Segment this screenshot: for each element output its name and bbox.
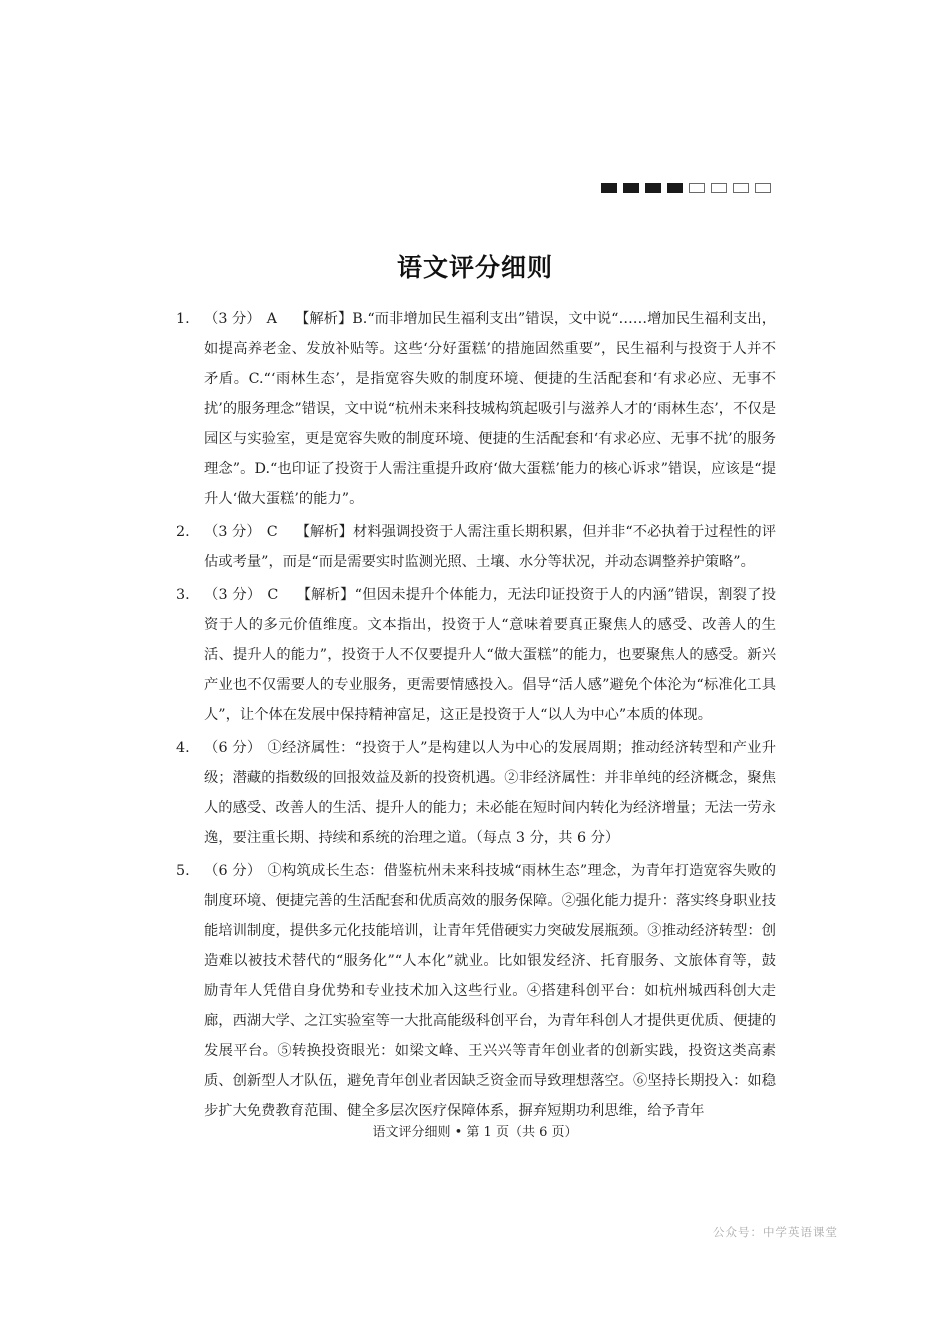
progress-box-empty bbox=[733, 183, 749, 193]
progress-box-filled bbox=[645, 183, 661, 193]
item-number: 5. bbox=[176, 863, 190, 879]
progress-box-filled bbox=[601, 183, 617, 193]
item-text bbox=[204, 304, 776, 514]
item-score: （6 分） bbox=[204, 863, 262, 879]
item-answer: C bbox=[267, 587, 279, 603]
answer-item-1 bbox=[176, 304, 776, 514]
item-score: （3 分） bbox=[204, 587, 262, 603]
item-explanation: ①构筑成长生态：借鉴杭州未来科技城“雨林生态”理念，为青年打造宽容失败的制度环境、便捷完善的生活配套和优质高效的服务保障。②强化能力提升：落实终身职业技能培训制度，提供多元化技能培训，让青年凭借硬实力突破发展瓶颈。③推动经济转型：创造难以被技术替代的“服务化”“人本化”就业。比如银发经济、托育服务、文旅体育等，鼓励青年人凭借自身优势和专业技术加入这些行业。④搭建科创平台：如杭州城西科创大走廊，西湖大学、之江实验室等一大批高能级科创平台，为青年科创人才提供更优质、便捷的发展平台。⑤转换投资眼光：如梁文峰、王兴兴等青年创业者的创新实践，投资这类高素质、创新型人才队伍，避免青年创业者因缺乏资金而导致理想落空。⑥坚持长期投入：如稳步扩大免费教育范围、健全多层次医疗保障体系，摒弃短期功利思维，给予青年 bbox=[204, 863, 776, 1119]
watermark: 公众号：中学英语课堂 bbox=[713, 1225, 838, 1239]
page-footer: 语文评分细则 • 第 1 页（共 6 页） bbox=[372, 1125, 578, 1140]
item-text bbox=[204, 580, 776, 730]
item-score: （3 分） bbox=[204, 311, 261, 327]
progress-box-filled bbox=[667, 183, 683, 193]
progress-box-empty bbox=[755, 183, 771, 193]
item-answer: C bbox=[266, 524, 278, 540]
item-score: （3 分） bbox=[204, 524, 261, 540]
item-number: 4. bbox=[176, 740, 190, 756]
item-text bbox=[204, 856, 776, 1126]
answer-item-2 bbox=[176, 517, 776, 577]
progress-box-empty bbox=[689, 183, 705, 193]
answer-item-4 bbox=[176, 733, 776, 853]
item-number: 2. bbox=[176, 524, 190, 540]
item-answer: A bbox=[266, 311, 277, 327]
item-explanation: 【解析】B.“而非增加民生福利支出”错误，文中说“……增加民生福利支出，如提高养老金、发放补贴等。这些‘分好蛋糕’的措施固然重要”，民生福利与投资于人并不矛盾。C.“‘雨林生态’，是指宽容失败的制度环境、便捷的生活配套和‘有求必应、无事不扰’的服务理念”错误，文中说“杭州未来科技城构筑起吸引与滋养人才的‘雨林生态’，不仅是园区与实验室，更是宽容失败的制度环境、便捷的生活配套和‘有求必应、无事不扰’的服务理念”。D.“也印证了投资于人需注重提升政府‘做大蛋糕’能力的核心诉求”错误，应该是“提升人‘做大蛋糕’的能力”。 bbox=[204, 311, 776, 507]
progress-box-filled bbox=[623, 183, 639, 193]
item-number: 3. bbox=[176, 587, 190, 603]
item-explanation: ①经济属性：“投资于人”是构建以人为中心的发展周期；推动经济转型和产业升级；潜藏的指数级的回报效益及新的投资机遇。②非经济属性：并非单纯的经济概念，聚焦人的感受、改善人的生活、提升人的能力；未必能在短时间内转化为经济增量；无法一劳永逸，要注重长期、持续和系统的治理之道。（每点 3 分，共 6 分） bbox=[204, 740, 776, 846]
item-text bbox=[204, 517, 776, 577]
progress-indicator bbox=[601, 183, 771, 193]
answer-list bbox=[176, 304, 776, 1129]
item-explanation: 【解析】“但因未提升个体能力，无法印证投资于人的内涵”错误，割裂了投资于人的多元价值维度。文本指出，投资于人“意味着要真正聚焦人的感受、改善人的生活、提升人的能力”，投资于人不仅要提升人“做大蛋糕”的能力，也要聚焦人的感受。新兴产业也不仅需要人的专业服务，更需要情感投入。倡导“活人感”避免个体沦为“标准化工具人”，让个体在发展中保持精神富足，这正是投资于人“以人为中心”本质的体现。 bbox=[204, 587, 776, 723]
answer-item-3 bbox=[176, 580, 776, 730]
progress-box-empty bbox=[711, 183, 727, 193]
item-explanation: 【解析】材料强调投资于人需注重长期积累，但并非“不必执着于过程性的评估或考量”，而是“而是需要实时监测光照、土壤、水分等状况，并动态调整养护策略”。 bbox=[204, 524, 777, 570]
answer-item-5 bbox=[176, 856, 776, 1126]
item-text bbox=[204, 733, 776, 853]
page-title: 语文评分细则 bbox=[396, 253, 553, 282]
item-score: （6 分） bbox=[204, 740, 262, 756]
item-number: 1. bbox=[176, 311, 190, 327]
